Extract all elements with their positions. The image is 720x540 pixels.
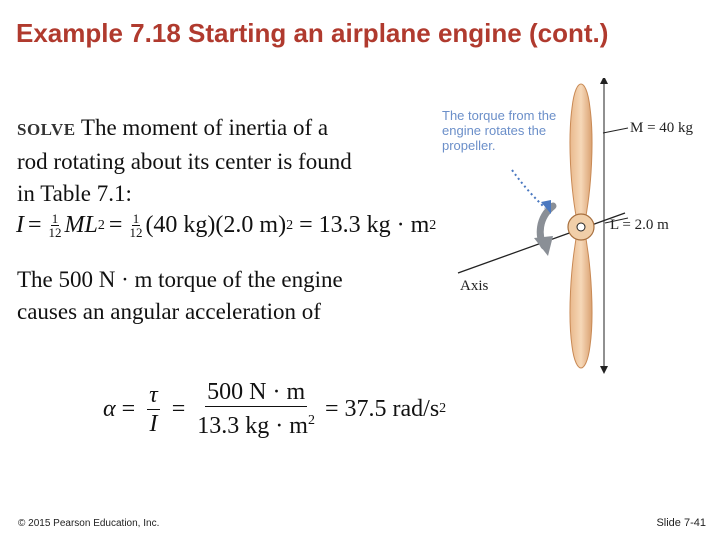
mass-label: M = 40 kg: [630, 120, 694, 136]
eq2-alpha: α: [103, 395, 116, 422]
eq1-frac-num-2: 1: [132, 211, 140, 226]
solve-paragraph: [17, 112, 362, 210]
mass-pointer-line: [603, 128, 628, 133]
slide-number: Slide 7-41: [656, 517, 706, 529]
length-label: L = 2.0 m: [610, 217, 669, 233]
eq2-result-squared: 2: [439, 401, 447, 416]
rotation-arrow-head: [534, 236, 553, 256]
eq2-tau: τ: [149, 381, 158, 408]
eq1-ml: ML: [64, 212, 98, 238]
eq1-result: = 13.3 kg · m: [299, 212, 430, 238]
eq1-lhs: I: [16, 212, 24, 238]
eq2-den: 13.3 kg · m: [197, 413, 308, 439]
eq2-den-squared: 2: [307, 413, 315, 428]
eq2-num: 500 N · m: [207, 379, 306, 405]
axis-label: Axis: [460, 278, 489, 294]
eq1-fraction-b: [129, 212, 142, 239]
eq1-equals-2: =: [108, 212, 123, 238]
eq2-den-wrap: [197, 407, 315, 440]
propeller-blade-top: [570, 84, 592, 226]
solve-tag: SOLVE: [17, 120, 76, 139]
eq1-squared-2: 2: [286, 217, 294, 233]
eq1-equals: =: [28, 212, 42, 238]
eq2-i: I: [149, 410, 158, 437]
propeller-hub-center: [577, 223, 585, 231]
eq1-squared-3: 2: [429, 217, 437, 233]
propeller-blade-bottom: [570, 228, 592, 368]
eq1-fraction-a: [49, 212, 62, 239]
torque-callout: The torque from the engine rotates the propeller.: [442, 108, 557, 153]
eq1-values: (40 kg)(2.0 m): [145, 212, 287, 238]
eq1-frac-den-2: 12: [129, 225, 143, 240]
eq1-squared: 2: [97, 217, 105, 233]
slide-title: Example 7.18 Starting an airplane engine (cont.): [16, 18, 609, 48]
eq2-result: = 37.5 rad/s: [324, 395, 440, 422]
copyright-footer: © 2015 Pearson Education, Inc.: [18, 518, 160, 529]
eq1-frac-num: 1: [51, 211, 59, 226]
eq2-fraction-b: [197, 378, 315, 440]
torque-paragraph: The 500 N · m torque of the engine causes an angular acceleration of: [17, 267, 343, 324]
moment-of-inertia-equation: [16, 212, 436, 239]
callout-dotted-arrow: [512, 170, 545, 208]
eq2-fraction-a: [147, 381, 160, 438]
eq1-frac-den: 12: [48, 225, 62, 240]
solve-text: The moment of inertia of a rod rotating about its center is found in Table 7.1:: [17, 115, 352, 206]
angular-acceleration-equation: α = $\frac{\tau}{I}$ = $\frac{500 N \cdot m}{13.3 kg \cdot m^2}$ = 37.5 rad/s 2: [103, 379, 447, 439]
